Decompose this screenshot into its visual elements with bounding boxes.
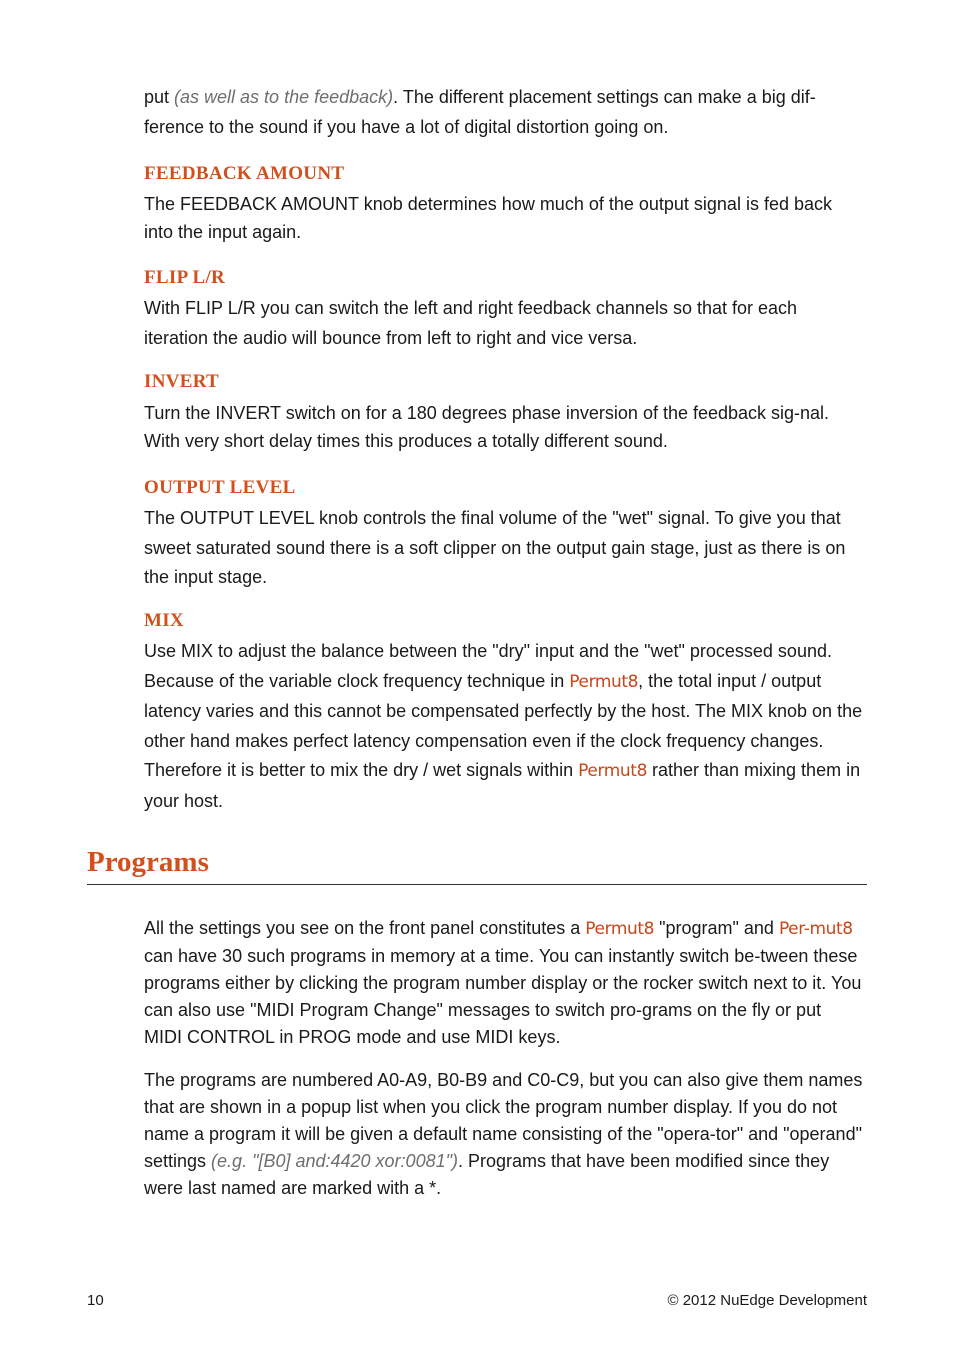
brand-name: Permut8 (569, 671, 639, 692)
chapter-title: Programs (87, 846, 209, 878)
section-text: The OUTPUT LEVEL knob controls the final volume of the "wet" signal. To give you that sweet saturated sound there is a soft clipper on the output gain stage, just as there is on the input stage. (144, 508, 846, 587)
intro-aside: (as well as to the feedback) (174, 87, 394, 107)
section-flip-lr (144, 266, 864, 353)
programs-paragraph-1 (144, 915, 864, 1051)
section-heading: INVERT (144, 371, 220, 392)
brand-name: Permut8 (585, 919, 655, 939)
section-heading: FLIP L/R (144, 267, 226, 288)
section-feedback-amount (144, 162, 864, 246)
programs-text: All the settings you see on the front panel constitutes a Permut8 "program" and Per-mut8 can have 30 such programs in memory at a time. You can instantly switch be-tween these programs either by clicking the program number display or the rocker switch next to it. You can also use "MIDI Program Change" messages to switch pro-grams on the fly or put MIDI CONTROL in PROG mode and use MIDI keys. (144, 918, 862, 1047)
section-text: Use MIX to adjust the balance between the "dry" input and the "wet" processed sound. Because of the variable clock frequency technique in Permut8, the total input / output latency varies and this cannot be compensated perfectly by the host. The MIX knob on the other hand makes perfect latency compensation even if the clock frequency changes. Therefore it is better to mix the dry / wet signals within Permut8 rather than mixing them in your host. (144, 641, 863, 811)
programs-paragraph-2 (144, 1067, 864, 1202)
section-output-level (144, 476, 864, 593)
intro-text: put (as well as to the feedback). The different placement settings can make a big dif-ference to the sound if you have a lot of digital distortion going on. (144, 87, 816, 137)
programs-text: The programs are numbered A0-A9, B0-B9 and C0-C9, but you can also give them names that are shown in a popup list when you click the program number display. If you do not name a program it will be given a default name consisting of the "opera-tor" and "operand" settings (e.g. "[B0] and:4420 xor:0081"). Programs that have been modified since they were last named are marked with a *. (144, 1070, 863, 1198)
section-mix (144, 609, 864, 816)
section-heading: MIX (144, 610, 184, 631)
page-number: 10 (87, 1292, 104, 1309)
brand-name: Per-mut8 (778, 919, 853, 939)
chapter-heading (87, 844, 867, 885)
section-heading: FEEDBACK AMOUNT (144, 163, 345, 184)
brand-name: Permut8 (578, 761, 647, 781)
example-aside: (e.g. "[B0] and:4420 xor:0081") (211, 1151, 458, 1171)
section-text: Turn the INVERT switch on for a 180 degrees phase inversion of the feedback sig-nal. With very short delay times this produces a totally different sound. (144, 403, 830, 451)
copyright-notice: © 2012 NuEdge Development (667, 1292, 867, 1309)
section-invert (144, 370, 864, 455)
section-text: With FLIP L/R you can switch the left and right feedback channels so that for each iteration the audio will bounce from left to right and vice versa. (144, 298, 798, 348)
intro-paragraph (144, 83, 864, 142)
section-heading: OUTPUT LEVEL (144, 477, 296, 498)
section-text: The FEEDBACK AMOUNT knob determines how much of the output signal is fed back into the input again. (144, 194, 832, 242)
